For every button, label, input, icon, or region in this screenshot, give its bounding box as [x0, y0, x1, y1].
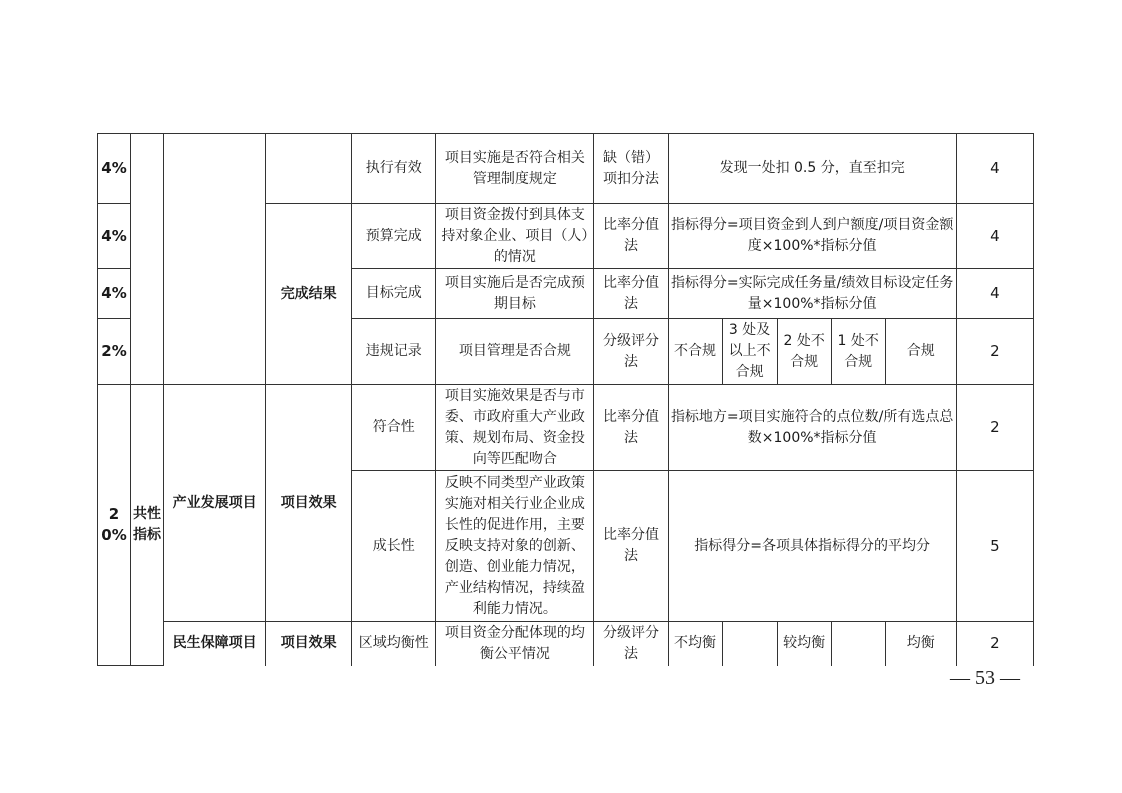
level3-cell: [266, 134, 352, 204]
weight-cell: 4%: [98, 134, 131, 204]
method-cell: 比率分值法: [594, 204, 668, 269]
weight-cell: 20%: [98, 385, 131, 666]
score-cell: 4: [956, 269, 1033, 319]
level1-cell: [131, 134, 164, 385]
level1-cell: 共性指标: [131, 385, 164, 666]
grade-cell: 不均衡: [668, 622, 722, 666]
level2-cell: 产业发展项目: [164, 385, 266, 622]
table-row: [98, 622, 1034, 666]
method-cell: 比率分值法: [594, 269, 668, 319]
level2-cell: [164, 134, 266, 385]
grade-cell: 合规: [885, 319, 956, 385]
grade-cell: 3 处及以上不合规: [722, 319, 777, 385]
method-cell: 分级评分法: [594, 622, 668, 666]
level4-cell: 预算完成: [352, 204, 436, 269]
definition-cell: 反映不同类型产业政策实施对相关行业企业成长性的促进作用，主要反映支持对象的创新、创造、创业能力情况，产业结构情况，持续盈利能力情况。: [436, 471, 594, 622]
weight-cell: 2%: [98, 319, 131, 385]
method-cell: 分级评分法: [594, 319, 668, 385]
score-cell: 2: [956, 319, 1033, 385]
weight-cell: 4%: [98, 204, 131, 269]
standard-cell: 指标得分=各项具体指标得分的平均分: [668, 471, 956, 622]
level3-cell: 项目效果: [266, 385, 352, 622]
score-cell: 2: [956, 622, 1033, 666]
indicator-table: [97, 133, 1034, 666]
grade-cell: 2 处不合规: [777, 319, 831, 385]
table-row: [98, 385, 1034, 471]
level4-cell: 目标完成: [352, 269, 436, 319]
score-cell: 2: [956, 385, 1033, 471]
grade-cell: 不合规: [668, 319, 722, 385]
definition-cell: 项目实施后是否完成预期目标: [436, 269, 594, 319]
definition-cell: 项目管理是否合规: [436, 319, 594, 385]
standard-cell: 指标得分=实际完成任务量/绩效目标设定任务量×100%*指标分值: [668, 269, 956, 319]
level4-cell: 违规记录: [352, 319, 436, 385]
definition-cell: 项目实施是否符合相关管理制度规定: [436, 134, 594, 204]
page-number: — 53 —: [950, 667, 1020, 689]
weight-cell: 4%: [98, 269, 131, 319]
grade-cell: 较均衡: [777, 622, 831, 666]
score-cell: 4: [956, 134, 1033, 204]
level4-cell: 区域均衡性: [352, 622, 436, 666]
level4-cell: 符合性: [352, 385, 436, 471]
table-row: [98, 134, 1034, 204]
standard-cell: 发现一处扣 0.5 分，直至扣完: [668, 134, 956, 204]
standard-cell: 指标得分=项目资金到人到户额度/项目资金额度×100%*指标分值: [668, 204, 956, 269]
definition-cell: 项目资金拨付到具体支持对象企业、项目（人）的情况: [436, 204, 594, 269]
grade-cell: 1 处不合规: [831, 319, 885, 385]
standard-cell: 指标地方=项目实施符合的点位数/所有选点总数×100%*指标分值: [668, 385, 956, 471]
method-cell: 比率分值法: [594, 385, 668, 471]
definition-cell: 项目实施效果是否与市委、市政府重大产业政策、规划布局、资金投向等匹配吻合: [436, 385, 594, 471]
grade-cell: [831, 622, 885, 666]
score-cell: 4: [956, 204, 1033, 269]
definition-cell: 项目资金分配体现的均衡公平情况: [436, 622, 594, 666]
grade-cell: 均衡: [885, 622, 956, 666]
level4-cell: 成长性: [352, 471, 436, 622]
level3-cell: 完成结果: [266, 204, 352, 385]
method-cell: 缺（错）项扣分法: [594, 134, 668, 204]
method-cell: 比率分值法: [594, 471, 668, 622]
score-cell: 5: [956, 471, 1033, 622]
grade-cell: [722, 622, 777, 666]
level2-cell: 民生保障项目: [164, 622, 266, 666]
level4-cell: 执行有效: [352, 134, 436, 204]
level3-cell: 项目效果: [266, 622, 352, 666]
